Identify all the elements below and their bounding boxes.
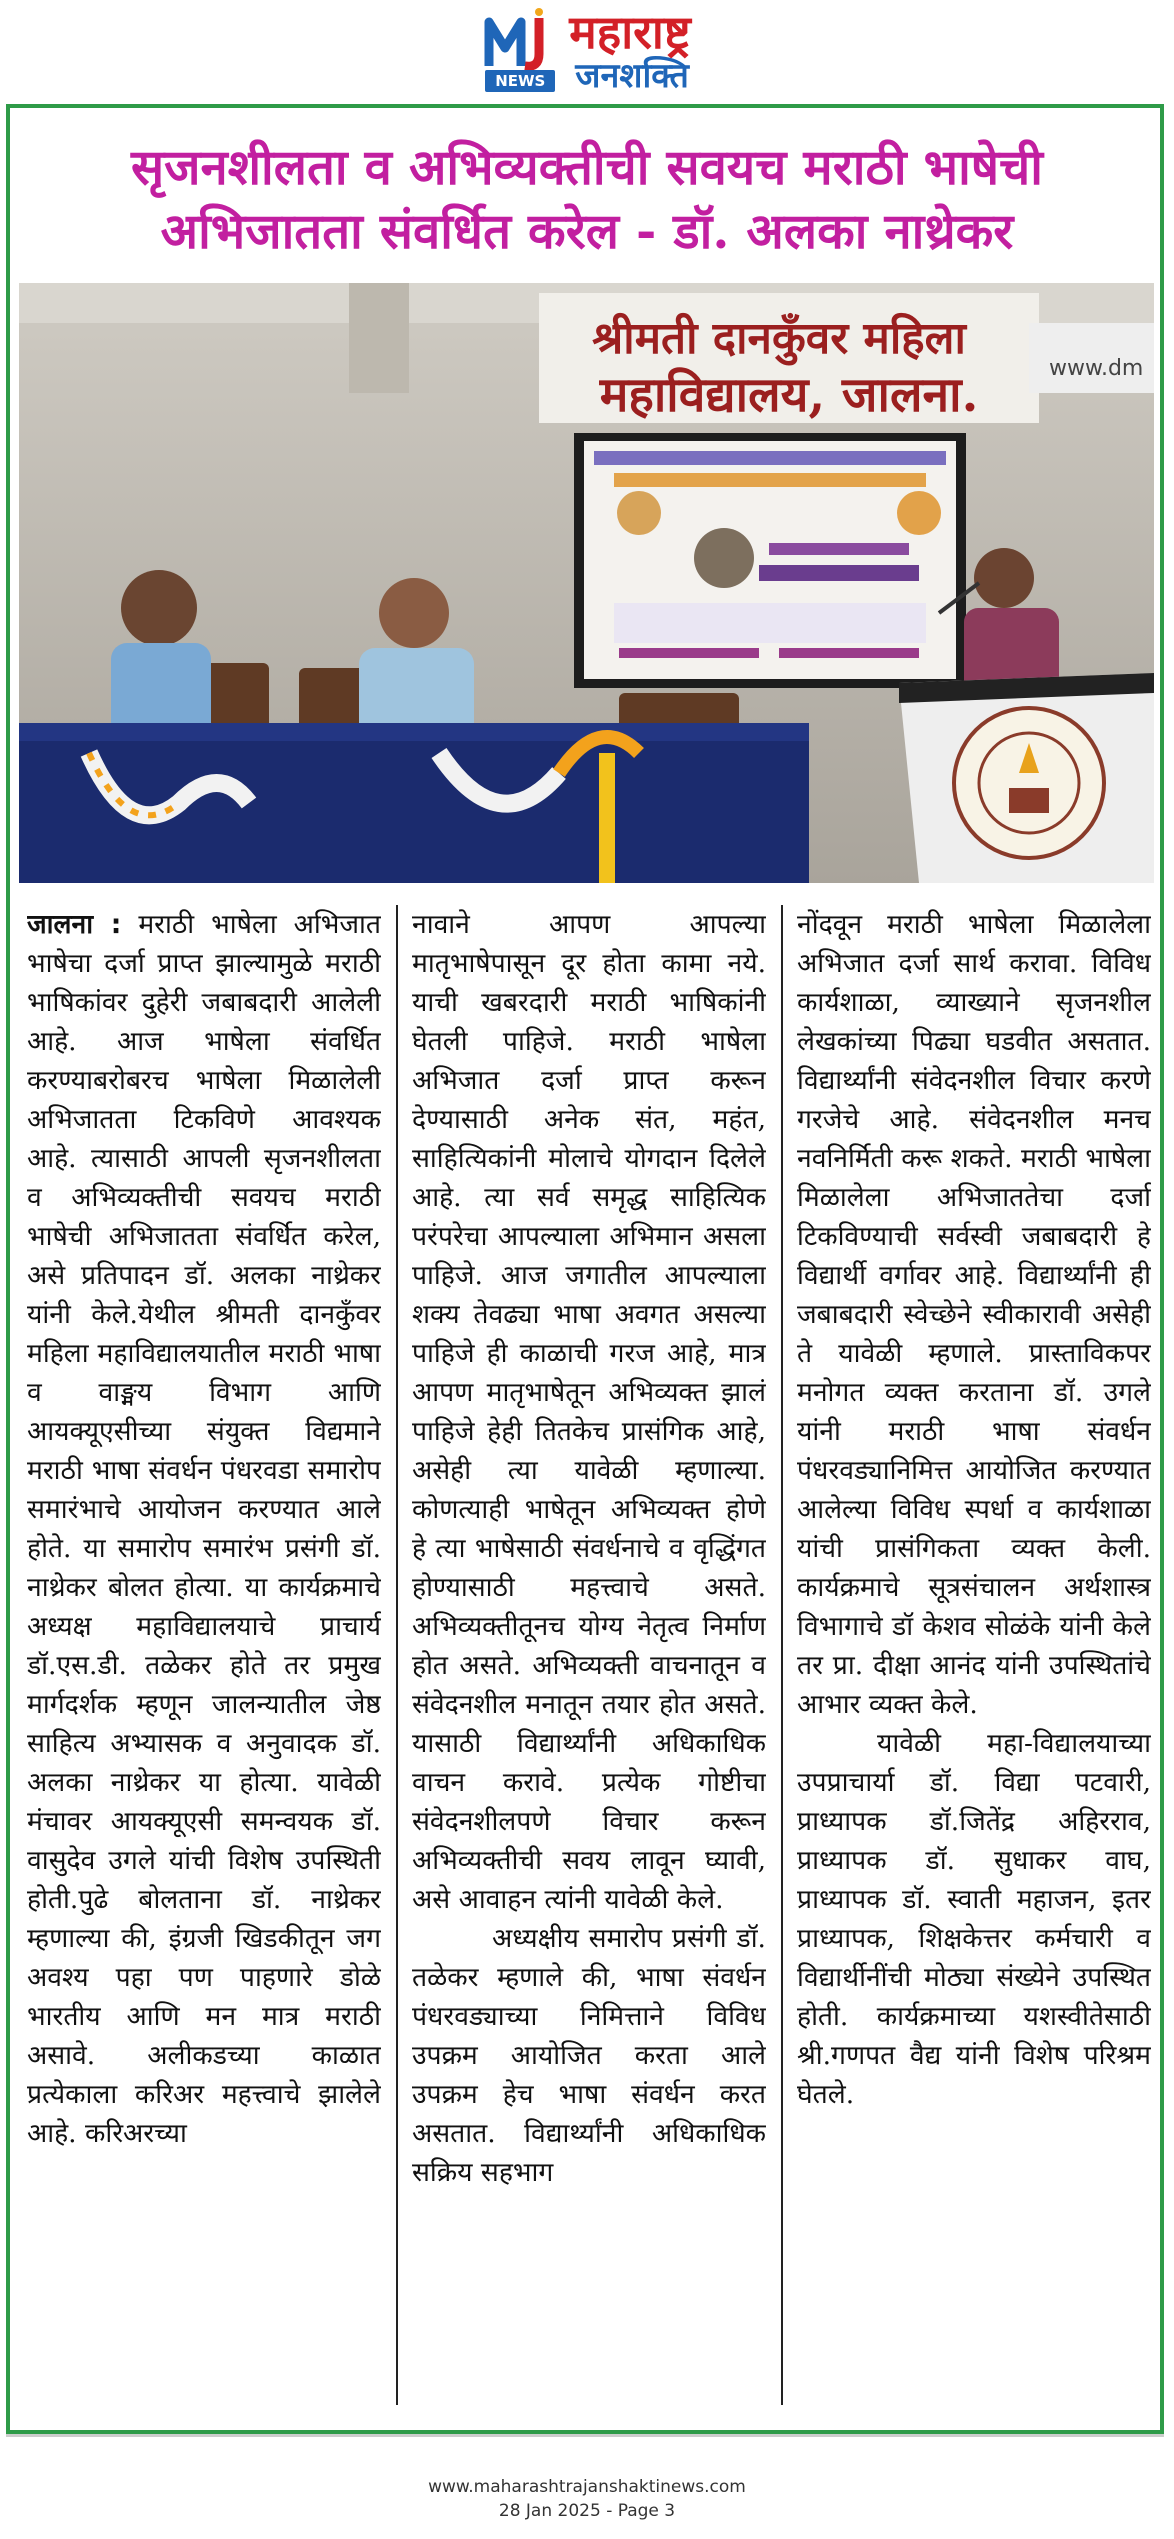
logo-emblem (483, 8, 557, 72)
headline-line1: सृजनशीलता व अभिव्यक्तीची सवयच मराठी भाषेची (131, 138, 1043, 196)
masthead-title-line1: महाराष्ट्र (569, 5, 691, 59)
mj-logo-icon (483, 8, 557, 94)
event-photo-illustration (19, 283, 1154, 883)
event-photo (19, 283, 1154, 883)
masthead-title-line2: जनशक्ति (575, 56, 689, 96)
banner-url: www.dm (1049, 356, 1144, 381)
masthead (0, 0, 1174, 102)
banner-text-line2: महाविद्यालय, जालना. (599, 367, 979, 423)
article-text: मराठी भाषेला अभिजात भाषेचा दर्जा प्राप्त झाल्यामुळे मराठी भाषिकांवर दुहेरी जबाबदारी आलेली आहे. आज भाषेला संवर्धित करण्याबरोबरच भाषेला मिळालेली अभिजातता टिकविणे आवश्यक आहे. त्यासाठी आपली सृजनशीलता व अभिव्यक्तीची सवयच मराठी भाषेची अभिजातता संवर्धित करेल, असे प्रतिपादन डॉ. अलका नाथ्रेकर यांनी केले.येथील श्रीमती दानकुँवर महिला महाविद्यालयातील मराठी भाषा व वाङ्मय विभाग आणि आयक्यूएसीच्या संयुक्त विद्यमाने मराठी भाषा संवर्धन पंधरवडा समारोप समारंभाचे आयोजन करण्यात आले होते. या समारोप समारंभ प्रसंगी डॉ. नाथ्रेकर बोलत होत्या. या कार्यक्रमाचे अध्यक्ष महाविद्यालयाचे प्राचार्य डॉ.एस.डी. तळेकर होते तर प्रमुख मार्गदर्शक म्हणून जालन्यातील जेष्ठ साहित्य अभ्यासक व अनुवादक डॉ. अलका नाथ्रेकर या होत्या. यावेळी मंचावर आयक्यूएसी समन्वयक डॉ. वासुदेव उगले यांची विशेष उपस्थिती होती.पुढे बोलताना डॉ. नाथ्रेकर म्हणाल्या की, इंग्रजी खिडकीतून जग अवश्य पहा पण पाहणारे डोळे भारतीय आणि मन मात्र मराठी असावे. अलीकडच्या काळात प्रत्येकाला करिअर महत्त्वाचे झालेले आहे. करिअरच्या (27, 909, 381, 2149)
article-paragraph: नोंदवून मराठी भाषेला मिळालेला अभिजात दर्जा सार्थ करावा. विविध कार्यशाळा, व्याख्याने सृजनशील लेखकांच्या पिढ्या घडवीत असतात. विद्यार्थ्यांनी संवेदनशील विचार करणे गरजेचे आहे. संवेदनशील मनच नवनिर्मिती करू शकते. मराठी भाषेला मिळालेला अभिजाततेचा दर्जा टिकविण्याची सर्वस्वी जबाबदारी हे विद्यार्थी वर्गावर आहे. विद्यार्थ्यांनी ही जबाबदारी स्वेच्छेने स्वीकारावी असेही ते यावेळी म्हणाले. प्रास्ताविकपर मनोगत व्यक्त करताना डॉ. उगले यांनी मराठी भाषा संवर्धन पंधरवड्यानिमित्त आयोजित करण्यात आलेल्या विविध स्पर्धा व कार्यशाळा यांची प्रासंगिकता व्यक्त केली. कार्यक्रमाचे सूत्रसंचालन अर्थशास्त्र विभागाचे डॉ केशव सोळंके यांनी केले तर प्रा. दीक्षा आनंद यांनी उपस्थितांचे आभार व्यक्त केले. (797, 909, 1151, 1720)
logo-news-badge: NEWS (485, 70, 555, 92)
column-divider (781, 905, 783, 2405)
article-paragraph: नावाने आपण आपल्या मातृभाषेपासून दूर होता कामा नये. याची खबरदारी मराठी भाषिकांनी घेतली पाहिजे. मराठी भाषेला अभिजात दर्जा प्राप्त करून देण्यासाठी अनेक संत, महंत, साहित्यिकांनी मोलाचे योगदान दिलेले आहे. त्या सर्व समृद्ध साहित्यिक परंपरेचा आपल्याला अभिमान असला पाहिजे. आज जगातील आपल्याला शक्य तेवढ्या भाषा अवगत असल्या पाहिजे ही काळाची गरज आहे, मात्र आपण मातृभाषेतून अभिव्यक्त झालं पाहिजे हेही तितकेच प्रासंगिक आहे, असेही त्या यावेळी म्हणाल्या. कोणत्याही भाषेतून अभिव्यक्त होणे हे त्या भाषेसाठी संवर्धनाचे व वृद्धिंगत होण्यासाठी महत्त्वाचे असते. अभिव्यक्तीतूनच योग्य नेतृत्व निर्माण होत असते. अभिव्यक्ती वाचनातून व संवेदनशील मनातून तयार होत असते. यासाठी विद्यार्थ्यांनी अधिकाधिक वाचन करावे. प्रत्येक गोष्टीचा संवेदनशीलपणे विचार करून अभिव्यक्तीची सवय लावून घ्यावी, असे आवाहन त्यांनी यावेळी केले. (412, 909, 766, 1915)
article-column-1 (27, 905, 381, 2430)
headline (30, 135, 1144, 263)
footer-rule (6, 2434, 1164, 2437)
footer-url[interactable]: www.maharashtrajanshaktinews.com (428, 2477, 746, 2497)
footer (0, 2475, 1174, 2523)
masthead-title (569, 5, 691, 96)
article-column-2 (412, 905, 766, 2430)
headline-line2: अभिजातता संवर्धित करेल - डॉ. अलका नाथ्रेकर (160, 202, 1014, 260)
article-dateline: जालना : (27, 909, 122, 940)
footer-date-page: 28 Jan 2025 - Page 3 (498, 2501, 676, 2521)
article-column-3 (797, 905, 1151, 2430)
column-divider (396, 905, 398, 2405)
article-paragraph (27, 905, 381, 2153)
article-body (27, 905, 1151, 2430)
article-paragraph: अध्यक्षीय समारोप प्रसंगी डॉ. तळेकर म्हणाले की, भाषा संवर्धन पंधरवड्याच्या निमित्ताने विविध उपक्रम आयोजित करता आले उपक्रम हेच भाषा संवर्धन करत असतात. विद्यार्थ्यांनी अधिकाधिक सक्रिय सहभाग (412, 1923, 766, 2188)
article-paragraph: यावेळी महा-विद्यालयाच्या उपप्राचार्या डॉ. विद्या पटवारी, प्राध्यापक डॉ.जितेंद्र अहिरराव, प्राध्यापक डॉ. सुधाकर वाघ, प्राध्यापक डॉ. स्वाती महाजन, इतर प्राध्यापक, शिक्षकेत्तर कर्मचारी व विद्यार्थीनींची मोठ्या संख्येने उपस्थित होती. कार्यक्रमाच्या यशस्वीतेसाठी श्री.गणपत वैद्य यांनी विशेष परिश्रम घेतले. (797, 1728, 1151, 2110)
banner-text-line1: श्रीमती दानकुँवर महिला (592, 313, 966, 364)
